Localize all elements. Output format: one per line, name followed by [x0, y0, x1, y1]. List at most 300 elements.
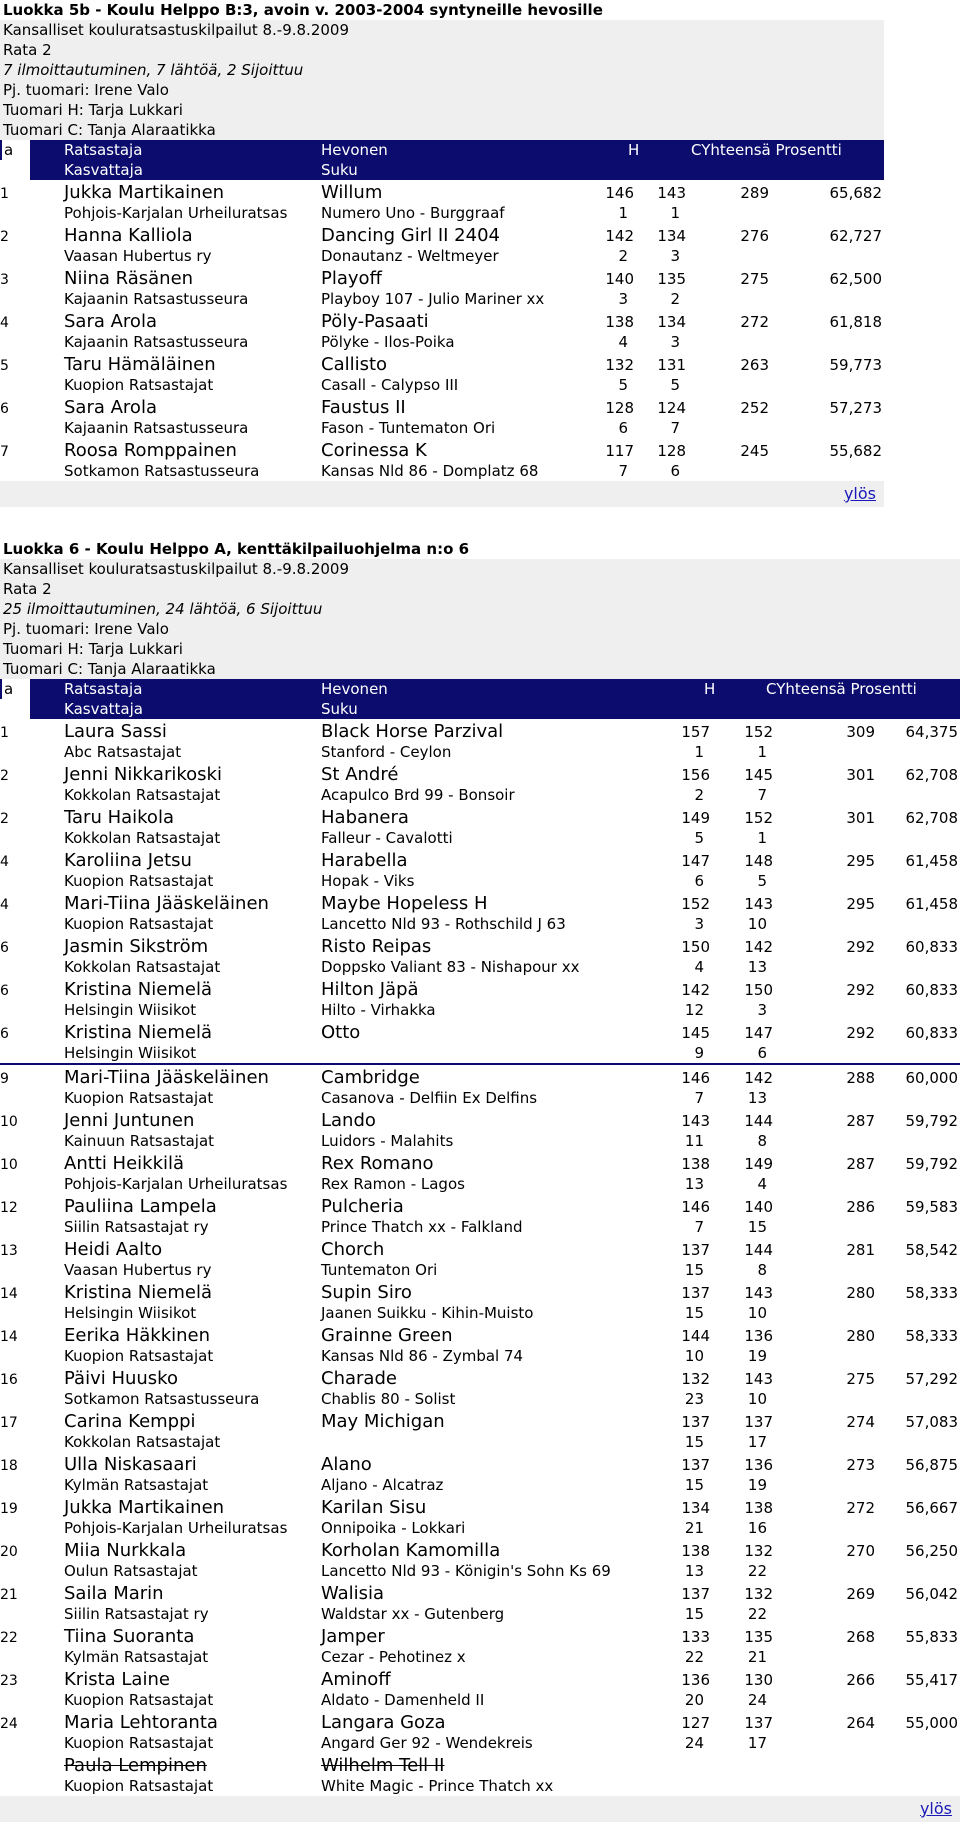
up-link-row — [0, 1796, 960, 1822]
rank-c: 17 — [747, 1433, 767, 1451]
table-row — [0, 309, 884, 352]
rank-c: 17 — [747, 1734, 767, 1752]
table-row — [0, 891, 960, 934]
col-c-total-pct-header: CYhteensä Prosentti — [766, 680, 917, 698]
rank-c: 2 — [670, 290, 680, 308]
score-c: 132 — [744, 1542, 773, 1560]
total-score: 301 — [846, 766, 875, 784]
rider-club: Kuopion Ratsastajat — [64, 1777, 214, 1795]
rank-c: 19 — [747, 1476, 767, 1494]
rank-h: 3 — [618, 290, 628, 308]
rank-h: 3 — [694, 915, 704, 933]
placing: 14 — [0, 1286, 18, 1302]
rider-name: Jukka Martikainen — [64, 1497, 225, 1518]
score-c: 136 — [744, 1327, 773, 1345]
horse-name: Grainne Green — [321, 1325, 453, 1346]
col-place-header: a — [2, 140, 30, 160]
rank-c: 7 — [670, 419, 680, 437]
score-c: 150 — [744, 981, 773, 999]
table-row — [0, 1624, 960, 1667]
total-score: 266 — [846, 1671, 875, 1689]
score-c: 148 — [744, 852, 773, 870]
horse-pedigree: Lancetto Nld 93 - Rothschild J 63 — [321, 915, 566, 933]
total-score: 276 — [740, 227, 769, 245]
table-row — [0, 180, 884, 223]
class-title: Luokka 6 - Koulu Helppo A, kenttäkilpailuohjelma n:o 6 — [3, 540, 470, 558]
horse-name: Langara Goza — [321, 1712, 446, 1733]
rank-h: 7 — [694, 1218, 704, 1236]
results-table-header — [0, 140, 884, 180]
percentage: 62,708 — [905, 809, 958, 827]
rider-name: Carina Kemppi — [64, 1411, 196, 1432]
table-row — [0, 1323, 960, 1366]
rank-h: 13 — [684, 1175, 704, 1193]
percentage: 56,250 — [905, 1542, 958, 1560]
rider-club: Pohjois-Karjalan Urheiluratsas — [64, 1175, 288, 1193]
horse-name: Walisia — [321, 1583, 385, 1604]
table-row — [0, 1151, 960, 1194]
rank-c: 8 — [757, 1261, 767, 1279]
horse-name: Dancing Girl II 2404 — [321, 225, 500, 246]
event-name: Kansalliset kouluratsastuskilpailut 8.-9.8.2009 — [0, 20, 884, 40]
total-score: 292 — [846, 938, 875, 956]
placing: 5 — [0, 358, 9, 374]
col-pedigree-header: Suku — [321, 700, 358, 718]
table-row — [0, 1194, 960, 1237]
total-score: 295 — [846, 852, 875, 870]
horse-pedigree: Aldato - Damenheld II — [321, 1691, 485, 1709]
horse-pedigree: Kansas Nld 86 - Zymbal 74 — [321, 1347, 524, 1365]
total-score: 274 — [846, 1413, 875, 1431]
rank-c: 3 — [670, 333, 680, 351]
total-score: 280 — [846, 1327, 875, 1345]
score-h: 149 — [681, 809, 710, 827]
placing: 18 — [0, 1458, 18, 1474]
rider-club: Kuopion Ratsastajat — [64, 915, 214, 933]
rider-club: Kuopion Ratsastajat — [64, 1347, 214, 1365]
score-c: 143 — [744, 1370, 773, 1388]
score-c: 143 — [744, 895, 773, 913]
judge-h: Tuomari H: Tarja Lukkari — [0, 100, 884, 120]
placing: 4 — [0, 897, 9, 913]
rank-c: 5 — [757, 872, 767, 890]
score-h: 137 — [681, 1413, 710, 1431]
rider-club: Pohjois-Karjalan Urheiluratsas — [64, 204, 288, 222]
placing: 9 — [0, 1071, 9, 1087]
horse-pedigree: Falleur - Cavalotti — [321, 829, 453, 847]
horse-pedigree: Casanova - Delfiin Ex Delfins — [321, 1089, 538, 1107]
percentage: 64,375 — [905, 723, 958, 741]
up-link[interactable]: ylös — [919, 1799, 952, 1818]
score-c: 142 — [744, 1069, 773, 1087]
horse-name: Black Horse Parzival — [321, 721, 504, 742]
table-row — [0, 1065, 960, 1108]
rank-c: 4 — [757, 1175, 767, 1193]
percentage: 60,833 — [905, 1024, 958, 1042]
total-score: 295 — [846, 895, 875, 913]
rank-c: 22 — [747, 1605, 767, 1623]
score-h: 142 — [605, 227, 634, 245]
rank-h: 21 — [684, 1519, 704, 1537]
col-h-header: H — [704, 680, 716, 698]
placing: 22 — [0, 1630, 18, 1646]
judge-c: Tuomari C: Tanja Alaraatikka — [0, 120, 884, 140]
score-h: 136 — [681, 1671, 710, 1689]
rider-name: Heidi Aalto — [64, 1239, 163, 1260]
table-row — [0, 848, 960, 891]
percentage: 57,273 — [829, 399, 882, 417]
rider-name: Jasmin Sikström — [64, 936, 209, 957]
horse-name: Willum — [321, 182, 383, 203]
horse-name: Supin Siro — [321, 1282, 412, 1303]
rank-h: 15 — [684, 1304, 704, 1322]
percentage: 60,833 — [905, 938, 958, 956]
rank-c: 6 — [670, 462, 680, 480]
score-h: 147 — [681, 852, 710, 870]
rank-c: 19 — [747, 1347, 767, 1365]
score-h: 142 — [681, 981, 710, 999]
total-score: 264 — [846, 1714, 875, 1732]
percentage: 58,542 — [905, 1241, 958, 1259]
total-score: 286 — [846, 1198, 875, 1216]
score-h: 138 — [605, 313, 634, 331]
total-score: 275 — [846, 1370, 875, 1388]
table-row — [0, 395, 884, 438]
rider-club: Kokkolan Ratsastajat — [64, 958, 221, 976]
rank-h: 1 — [694, 743, 704, 761]
table-row — [0, 1667, 960, 1710]
horse-pedigree: Onnipoika - Lokkari — [321, 1519, 466, 1537]
score-h: 137 — [681, 1284, 710, 1302]
horse-pedigree: Stanford - Ceylon — [321, 743, 452, 761]
total-score: 281 — [846, 1241, 875, 1259]
score-c: 124 — [657, 399, 686, 417]
placing: 19 — [0, 1501, 18, 1517]
horse-name: Otto — [321, 1022, 361, 1043]
horse-name: Lando — [321, 1110, 376, 1131]
placing: 21 — [0, 1587, 18, 1603]
horse-name: Jamper — [321, 1626, 385, 1647]
rank-c: 3 — [757, 1001, 767, 1019]
percentage: 55,682 — [829, 442, 882, 460]
horse-pedigree: Playboy 107 - Julio Mariner xx — [321, 290, 545, 308]
rank-c: 1 — [670, 204, 680, 222]
score-h: 156 — [681, 766, 710, 784]
placing: 2 — [0, 768, 9, 784]
rider-name: Miia Nurkkala — [64, 1540, 187, 1561]
score-c: 134 — [657, 313, 686, 331]
placing: 1 — [0, 725, 9, 741]
rider-name: Ulla Niskasaari — [64, 1454, 197, 1475]
horse-pedigree: Doppsko Valiant 83 - Nishapour xx — [321, 958, 580, 976]
rider-name: Mari-Tiina Jääskeläinen — [64, 1067, 269, 1088]
rank-c: 1 — [757, 829, 767, 847]
placing: 4 — [0, 315, 9, 331]
rider-name: Taru Haikola — [64, 807, 174, 828]
total-score: 309 — [846, 723, 875, 741]
percentage: 58,333 — [905, 1284, 958, 1302]
rank-h: 7 — [694, 1089, 704, 1107]
rider-name: Niina Räsänen — [64, 268, 194, 289]
rank-h: 1 — [618, 204, 628, 222]
entries-summary: 7 ilmoittautuminen, 7 lähtöä, 2 Sijoittuu — [0, 60, 884, 80]
rank-h: 24 — [684, 1734, 704, 1752]
rider-club: Helsingin Wiisikot — [64, 1304, 197, 1322]
rank-h: 23 — [684, 1390, 704, 1408]
horse-name: Chorch — [321, 1239, 385, 1260]
rider-name: Karoliina Jetsu — [64, 850, 192, 871]
judge-h: Tuomari H: Tarja Lukkari — [0, 639, 960, 659]
placing: 2 — [0, 811, 9, 827]
total-score: 292 — [846, 1024, 875, 1042]
placing: 6 — [0, 1026, 9, 1042]
rider-club: Kuopion Ratsastajat — [64, 1089, 214, 1107]
score-c: 131 — [657, 356, 686, 374]
rank-h: 10 — [684, 1347, 704, 1365]
percentage: 61,458 — [905, 852, 958, 870]
score-h: 138 — [681, 1155, 710, 1173]
rider-name: Eerika Häkkinen — [64, 1325, 211, 1346]
percentage: 56,875 — [905, 1456, 958, 1474]
rider-name: Jenni Juntunen — [64, 1110, 195, 1131]
placing: 6 — [0, 983, 9, 999]
table-row — [0, 352, 884, 395]
rank-c: 15 — [747, 1218, 767, 1236]
score-c: 145 — [744, 766, 773, 784]
placing: 24 — [0, 1716, 18, 1732]
table-row — [0, 1538, 960, 1581]
horse-name: Playoff — [321, 268, 382, 289]
placing: 10 — [0, 1157, 18, 1173]
rider-club: Vaasan Hubertus ry — [64, 247, 212, 265]
total-score: 263 — [740, 356, 769, 374]
horse-name: Hilton Jäpä — [321, 979, 419, 1000]
rank-h: 4 — [618, 333, 628, 351]
rider-name: Paula Lempinen — [64, 1755, 207, 1776]
horse-pedigree: Tuntematon Ori — [321, 1261, 438, 1279]
placing: 6 — [0, 401, 9, 417]
percentage: 59,583 — [905, 1198, 958, 1216]
rider-name: Jenni Nikkarikoski — [64, 764, 222, 785]
horse-pedigree: Prince Thatch xx - Falkland — [321, 1218, 523, 1236]
total-score: 245 — [740, 442, 769, 460]
rider-club: Sotkamon Ratsastusseura — [64, 462, 260, 480]
rider-name: Kristina Niemelä — [64, 979, 212, 1000]
rider-club: Kylmän Ratsastajat — [64, 1476, 209, 1494]
total-score: 287 — [846, 1155, 875, 1173]
score-c: 143 — [744, 1284, 773, 1302]
horse-pedigree: Rex Ramon - Lagos — [321, 1175, 465, 1193]
rider-name: Tiina Suoranta — [64, 1626, 195, 1647]
horse-pedigree: Waldstar xx - Gutenberg — [321, 1605, 505, 1623]
rider-name: Sara Arola — [64, 397, 157, 418]
score-c: 137 — [744, 1714, 773, 1732]
horse-name: Korholan Kamomilla — [321, 1540, 501, 1561]
rider-club: Kokkolan Ratsastajat — [64, 829, 221, 847]
placing: 3 — [0, 272, 9, 288]
judge-c: Tuomari C: Tanja Alaraatikka — [0, 659, 960, 679]
rank-c: 3 — [670, 247, 680, 265]
total-score: 268 — [846, 1628, 875, 1646]
score-c: 128 — [657, 442, 686, 460]
arena: Rata 2 — [0, 40, 884, 60]
percentage: 55,417 — [905, 1671, 958, 1689]
percentage: 59,792 — [905, 1155, 958, 1173]
horse-name: Pulcheria — [321, 1196, 404, 1217]
score-h: 146 — [681, 1069, 710, 1087]
placing: 23 — [0, 1673, 18, 1689]
rider-club: Kajaanin Ratsastusseura — [64, 333, 249, 351]
score-h: 140 — [605, 270, 634, 288]
up-link-row — [0, 481, 884, 507]
placing: 13 — [0, 1243, 18, 1259]
table-row — [0, 1495, 960, 1538]
horse-name: Wilhelm Tell II — [321, 1755, 445, 1776]
rider-name: Kristina Niemelä — [64, 1282, 212, 1303]
horse-pedigree: White Magic - Prince Thatch xx — [321, 1777, 554, 1795]
score-h: 134 — [681, 1499, 710, 1517]
rider-name: Sara Arola — [64, 311, 157, 332]
col-horse-header: Hevonen — [321, 141, 388, 159]
rider-name: Päivi Huusko — [64, 1368, 178, 1389]
rider-club: Vaasan Hubertus ry — [64, 1261, 212, 1279]
placing: 17 — [0, 1415, 18, 1431]
rank-c: 13 — [747, 1089, 767, 1107]
rider-club: Siilin Ratsastajat ry — [64, 1605, 209, 1623]
rider-name: Maria Lehtoranta — [64, 1712, 218, 1733]
score-h: 133 — [681, 1628, 710, 1646]
score-h: 146 — [681, 1198, 710, 1216]
percentage: 62,708 — [905, 766, 958, 784]
score-h: 132 — [605, 356, 634, 374]
class-5b-section — [0, 0, 884, 507]
horse-name: Karilan Sisu — [321, 1497, 427, 1518]
col-horse-header: Hevonen — [321, 680, 388, 698]
score-c: 140 — [744, 1198, 773, 1216]
up-link[interactable]: ylös — [843, 484, 876, 503]
score-h: 143 — [681, 1112, 710, 1130]
table-row — [0, 223, 884, 266]
score-h: 138 — [681, 1542, 710, 1560]
rider-name: Pauliina Lampela — [64, 1196, 217, 1217]
rider-club: Kokkolan Ratsastajat — [64, 786, 221, 804]
placing: 10 — [0, 1114, 18, 1130]
rider-name: Kristina Niemelä — [64, 1022, 212, 1043]
table-row — [0, 1452, 960, 1495]
placing: 7 — [0, 444, 9, 460]
horse-pedigree: Aljano - Alcatraz — [321, 1476, 444, 1494]
table-row — [0, 934, 960, 977]
horse-pedigree: Lancetto Nld 93 - Königin's Sohn Ks 69 — [321, 1562, 611, 1580]
results-table-body — [0, 719, 960, 1796]
rider-club: Abc Ratsastajat — [64, 743, 182, 761]
rank-h: 5 — [618, 376, 628, 394]
rider-club: Siilin Ratsastajat ry — [64, 1218, 209, 1236]
score-h: 128 — [605, 399, 634, 417]
rank-c: 21 — [747, 1648, 767, 1666]
rank-c: 10 — [747, 1304, 767, 1322]
placing: 6 — [0, 940, 9, 956]
percentage: 60,833 — [905, 981, 958, 999]
placing: 4 — [0, 854, 9, 870]
score-h: 137 — [681, 1456, 710, 1474]
horse-name: Callisto — [321, 354, 388, 375]
table-row — [0, 1409, 960, 1452]
score-h: 146 — [605, 184, 634, 202]
col-h-header: H — [628, 141, 640, 159]
percentage: 61,458 — [905, 895, 958, 913]
rider-club: Kylmän Ratsastajat — [64, 1648, 209, 1666]
col-breeder-header: Kasvattaja — [64, 161, 143, 179]
total-score: 270 — [846, 1542, 875, 1560]
score-c: 149 — [744, 1155, 773, 1173]
total-score: 252 — [740, 399, 769, 417]
table-row — [0, 1237, 960, 1280]
placing: 20 — [0, 1544, 18, 1560]
horse-name: Habanera — [321, 807, 409, 828]
head-judge: Pj. tuomari: Irene Valo — [0, 80, 884, 100]
score-c: 137 — [744, 1413, 773, 1431]
rank-h: 9 — [694, 1044, 704, 1062]
rider-name: Mari-Tiina Jääskeläinen — [64, 893, 269, 914]
total-score: 280 — [846, 1284, 875, 1302]
percentage: 57,292 — [905, 1370, 958, 1388]
col-c-total-pct-header: CYhteensä Prosentti — [691, 141, 842, 159]
rank-h: 15 — [684, 1261, 704, 1279]
rank-c: 5 — [670, 376, 680, 394]
total-score: 288 — [846, 1069, 875, 1087]
col-breeder-header: Kasvattaja — [64, 700, 143, 718]
rank-h: 20 — [684, 1691, 704, 1709]
table-row — [0, 266, 884, 309]
table-row — [0, 1753, 960, 1796]
col-rider-header: Ratsastaja — [64, 680, 143, 698]
entries-summary: 25 ilmoittautuminen, 24 lähtöä, 6 Sijoittuu — [0, 599, 960, 619]
rank-h: 4 — [694, 958, 704, 976]
head-judge: Pj. tuomari: Irene Valo — [0, 619, 960, 639]
total-score: 275 — [740, 270, 769, 288]
horse-pedigree: Hilto - Virhakka — [321, 1001, 436, 1019]
horse-name: Harabella — [321, 850, 408, 871]
rider-name: Laura Sassi — [64, 721, 167, 742]
horse-pedigree: Numero Uno - Burggraaf — [321, 204, 505, 222]
table-row — [0, 1581, 960, 1624]
placing: 1 — [0, 186, 9, 202]
percentage: 57,083 — [905, 1413, 958, 1431]
total-score: 272 — [740, 313, 769, 331]
score-c: 152 — [744, 723, 773, 741]
score-h: 144 — [681, 1327, 710, 1345]
horse-pedigree: Jaanen Suikku - Kihin-Muisto — [321, 1304, 534, 1322]
rank-h: 15 — [684, 1605, 704, 1623]
table-row — [0, 977, 960, 1020]
percentage: 59,773 — [829, 356, 882, 374]
rank-c: 8 — [757, 1132, 767, 1150]
rider-club: Helsingin Wiisikot — [64, 1001, 197, 1019]
rider-name: Roosa Romppainen — [64, 440, 237, 461]
event-name: Kansalliset kouluratsastuskilpailut 8.-9.8.2009 — [0, 559, 960, 579]
score-h: 157 — [681, 723, 710, 741]
rider-club: Kajaanin Ratsastusseura — [64, 290, 249, 308]
rank-h: 11 — [684, 1132, 704, 1150]
rank-c: 10 — [747, 1390, 767, 1408]
score-c: 136 — [744, 1456, 773, 1474]
score-h: 137 — [681, 1585, 710, 1603]
rider-club: Helsingin Wiisikot — [64, 1044, 197, 1062]
total-score: 292 — [846, 981, 875, 999]
percentage: 55,833 — [905, 1628, 958, 1646]
percentage: 58,333 — [905, 1327, 958, 1345]
